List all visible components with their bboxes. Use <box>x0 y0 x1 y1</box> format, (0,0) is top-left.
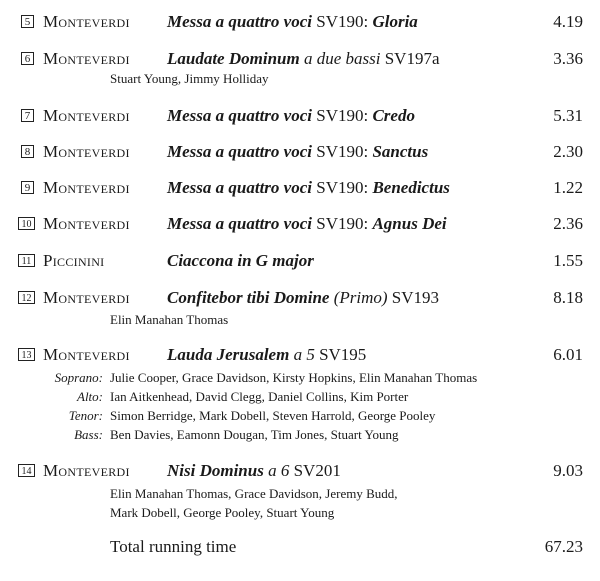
composer: Monteverdi <box>43 288 130 307</box>
composer: Monteverdi <box>43 461 130 480</box>
work-title: Lauda Jerusalem a 5 SV195 <box>167 345 367 364</box>
track-number: 12 <box>18 291 35 304</box>
track-number: 14 <box>18 464 35 477</box>
track-10 <box>0 214 600 236</box>
composer: Monteverdi <box>43 49 130 68</box>
work-title: Laudate Dominum a due bassi SV197a <box>167 49 440 68</box>
track-number: 9 <box>21 181 34 194</box>
composer: Monteverdi <box>43 106 130 125</box>
voice-names: Ian Aitkenhead, David Clegg, Daniel Collins, Kim Porter <box>110 389 409 404</box>
performers-line-2: Mark Dobell, George Pooley, Stuart Young <box>110 505 335 520</box>
work-title: Messa a quattro voci SV190: Credo <box>167 106 415 125</box>
track-7 <box>0 106 600 128</box>
track-number: 6 <box>21 52 34 65</box>
work-title: Messa a quattro voci SV190: Benedictus <box>167 178 450 197</box>
work-title: Messa a quattro voci SV190: Sanctus <box>167 142 429 161</box>
track-number: 13 <box>18 348 35 361</box>
duration: 2.36 <box>553 214 583 233</box>
composer: Piccinini <box>43 251 105 270</box>
composer: Monteverdi <box>43 214 130 233</box>
duration: 4.19 <box>553 12 583 31</box>
track-13 <box>0 345 600 442</box>
track-5 <box>0 12 600 34</box>
duration: 2.30 <box>553 142 583 161</box>
duration: 8.18 <box>553 288 583 307</box>
track-8 <box>0 142 600 164</box>
voice-label: Alto: <box>77 389 103 404</box>
work-title: Messa a quattro voci SV190: Agnus Dei <box>167 214 447 233</box>
track-6 <box>0 49 600 86</box>
work-title: Confitebor tibi Domine (Primo) SV193 <box>167 288 440 307</box>
track-14 <box>0 461 600 520</box>
performers: Elin Manahan Thomas <box>110 312 229 327</box>
composer: Monteverdi <box>43 142 130 161</box>
work-title: Nisi Dominus a 6 SV201 <box>167 461 341 480</box>
track-11 <box>0 251 600 273</box>
duration: 3.36 <box>553 49 583 68</box>
duration: 1.55 <box>553 251 583 270</box>
voice-names: Simon Berridge, Mark Dobell, Steven Harrold, George Pooley <box>110 408 436 423</box>
composer: Monteverdi <box>43 12 130 31</box>
performers: Elin Manahan Thomas, Grace Davidson, Jeremy Budd, <box>110 486 398 501</box>
voice-names: Ben Davies, Eamonn Dougan, Tim Jones, Stuart Young <box>110 427 399 442</box>
composer: Monteverdi <box>43 345 130 364</box>
work-title: Ciaccona in G major <box>167 251 314 270</box>
duration: 9.03 <box>553 461 583 480</box>
voice-label: Soprano: <box>54 370 103 385</box>
total-running-time-label: Total running time <box>110 537 237 556</box>
voice-label: Tenor: <box>68 408 103 423</box>
track-number: 11 <box>18 254 35 267</box>
composer: Monteverdi <box>43 178 130 197</box>
track-number: 5 <box>21 15 34 28</box>
duration: 1.22 <box>553 178 583 197</box>
track-number: 8 <box>21 145 34 158</box>
work-title: Messa a quattro voci SV190: Gloria <box>167 12 418 31</box>
performers: Stuart Young, Jimmy Holliday <box>110 71 269 86</box>
voice-names: Julie Cooper, Grace Davidson, Kirsty Hopkins, Elin Manahan Thomas <box>110 370 478 385</box>
duration: 6.01 <box>553 345 583 364</box>
total-running-time: 67.23 <box>544 537 583 556</box>
voice-label: Bass: <box>74 427 103 442</box>
track-9 <box>0 178 600 200</box>
duration: 5.31 <box>553 106 583 125</box>
track-12 <box>0 288 600 327</box>
track-number: 7 <box>21 109 34 122</box>
track-number: 10 <box>18 217 35 230</box>
